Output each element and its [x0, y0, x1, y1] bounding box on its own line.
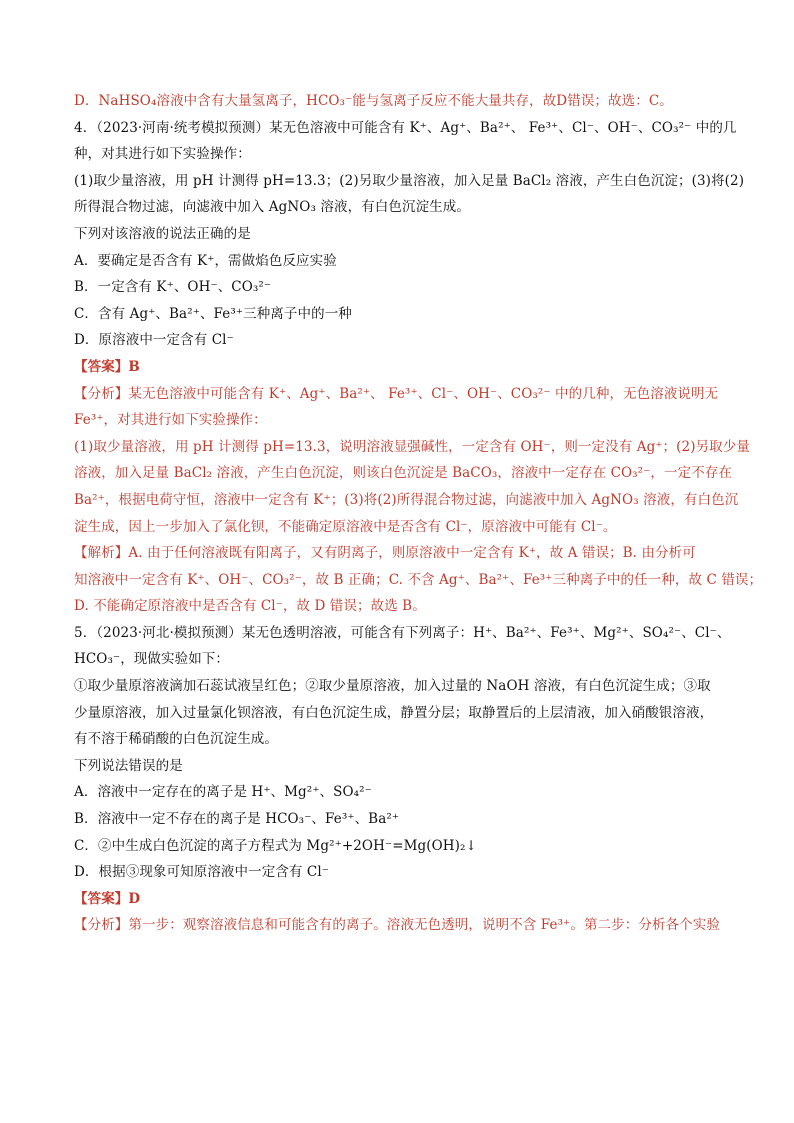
q5-stem-line-3: ①取少量原溶液滴加石蕊试液呈红色；②取少量原溶液，加入过量的 NaOH 溶液，有白色沉淀生成；③取: [74, 678, 711, 695]
q4-option-a: A．要确定是否含有 K⁺，需做焰色反应实验: [74, 252, 337, 269]
q4-stem-line-2: 种，对其进行如下实验操作：: [74, 146, 251, 163]
q4-analysis-line-5: Ba²⁺，根据电荷守恒，溶液中一定含有 K⁺；(3)将(2)所得混合物过滤，向滤液中加入 AgNO₃ 溶液，有白色沉: [74, 491, 739, 508]
q4-option-c: C．含有 Ag⁺、Ba²⁺、Fe³⁺三种离子中的一种: [74, 305, 352, 322]
q5-analysis-line-1: 【分析】第一步：观察溶液信息和可能含有的离子。溶液无色透明，说明不含 Fe³⁺。第二步：分析各个实验: [74, 917, 720, 934]
q4-solution-line-1: 【解析】A. 由于任何溶液既有阳离子，又有阴离子，则原溶液中一定含有 K⁺，故 A 错误；B. 由分析可: [74, 545, 696, 562]
q4-analysis-line-3: (1)取少量溶液，用 pH 计测得 pH=13.3，说明溶液显强碱性，一定含有 OH⁻，则一定没有 Ag⁺；(2)另取少量: [74, 438, 750, 455]
q5-option-b: B．溶液中一定不存在的离子是 HCO₃⁻、Fe³⁺、Ba²⁺: [74, 811, 400, 828]
q4-stem-line-4: 所得混合物过滤，向滤液中加入 AgNO₃ 溶液，有白色沉淀生成。: [74, 199, 470, 216]
q4-option-b: B．一定含有 K⁺、OH⁻、CO₃²⁻: [74, 279, 272, 296]
q4-answer: 【答案】B: [74, 358, 140, 375]
q5-stem-line-2: HCO₃⁻，现做实验如下：: [74, 651, 230, 668]
q4-analysis-line-1: 【分析】某无色溶液中可能含有 K⁺、Ag⁺、Ba²⁺、 Fe³⁺、Cl⁻、OH⁻、CO₃²⁻ 中的几种，无色溶液说明无: [74, 385, 719, 402]
q5-option-d: D．根据③现象可知原溶液中一定含有 Cl⁻: [74, 864, 329, 881]
q3-option-d-explanation: D．NaHSO₄溶液中含有大量氢离子，HCO₃⁻能与氢离子反应不能大量共存，故D错误；故选：C。: [74, 93, 673, 109]
q4-question: 下列对该溶液的说法正确的是: [74, 225, 251, 242]
q5-stem-line-5: 有不溶于稀硝酸的白色沉淀生成。: [74, 731, 278, 748]
q5-option-a: A．溶液中一定存在的离子是 H⁺、Mg²⁺、SO₄²⁻: [74, 784, 372, 801]
q4-solution-line-3: D. 不能确定原溶液中是否含有 Cl⁻，故 D 错误；故选 B。: [74, 598, 426, 615]
q5-stem-line-1: 5．（2023·河北·模拟预测）某无色透明溶液，可能含有下列离子：H⁺、Ba²⁺、Fe³⁺、Mg²⁺、SO₄²⁻、Cl⁻、: [74, 624, 731, 641]
q5-stem-line-4: 少量原溶液，加入过量氯化钡溶液，有白色沉淀生成，静置分层；取静置后的上层清液，加入硝酸银溶液，: [74, 704, 714, 721]
q4-stem-line-3: (1)取少量溶液，用 pH 计测得 pH=13.3；(2)另取少量溶液，加入足量 BaCl₂ 溶液，产生白色沉淀；(3)将(2): [74, 172, 745, 189]
document-page: [74, 92, 763, 943]
q4-option-d: D．原溶液中一定含有 Cl⁻: [74, 332, 234, 349]
q5-option-c: C．②中生成白色沉淀的离子方程式为 Mg²⁺+2OH⁻=Mg(OH)₂↓: [74, 837, 477, 854]
q4-analysis-line-2: Fe³⁺，对其进行如下实验操作：: [74, 412, 267, 429]
q5-answer: 【答案】D: [74, 890, 141, 907]
q5-question: 下列说法错误的是: [74, 757, 183, 774]
q4-analysis-line-4: 溶液，加入足量 BaCl₂ 溶液，产生白色沉淀，则该白色沉淀是 BaCO₃，溶液中一定存在 CO₃²⁻，一定不存在: [74, 465, 733, 482]
q4-analysis-line-6: 淀生成，因上一步加入了氯化钡，不能确定原溶液中是否含有 Cl⁻，原溶液中可能有 Cl⁻。: [74, 518, 617, 535]
q4-stem-line-1: 4．（2023·河南·统考模拟预测）某无色溶液中可能含有 K⁺、Ag⁺、Ba²⁺、 Fe³⁺、Cl⁻、OH⁻、CO₃²⁻ 中的几: [74, 119, 737, 136]
q4-solution-line-2: 知溶液中一定含有 K⁺、OH⁻、CO₃²⁻，故 B 正确；C. 不含 Ag⁺、Ba²⁺、Fe³⁺三种离子中的任一种，故 C 错误；: [74, 571, 763, 588]
